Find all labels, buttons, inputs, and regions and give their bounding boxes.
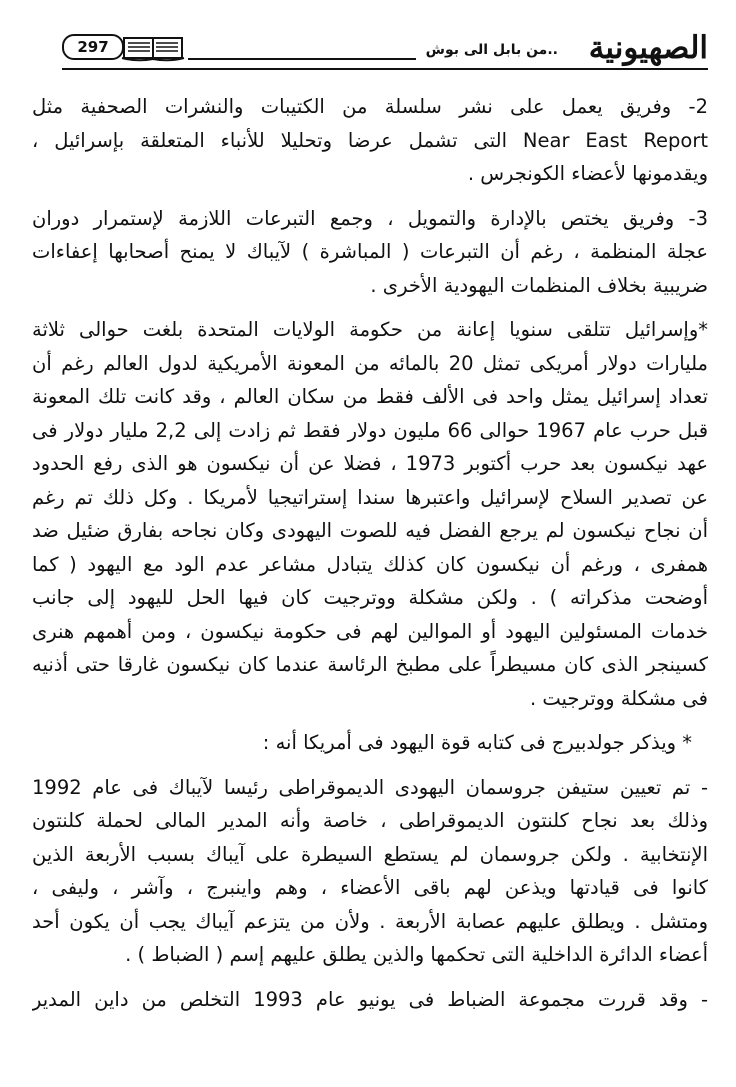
running-header: [62, 28, 708, 72]
paragraph: [32, 771, 708, 972]
page-body: [32, 90, 708, 1016]
text-line: أن نجاح نيكسون لم يرجع الفضل فيه للصوت اليهودى وكان نجاحه بفارق ضئيل ضد: [32, 519, 708, 542]
paragraph-gap: [32, 760, 708, 771]
text-line: قبل حرب عام 1967 حوالى 66 مليون دولار فقط ثم زادت إلى 2,2 مليار دولار فى: [32, 418, 708, 442]
paragraph: [32, 313, 708, 715]
text-line: أعضاء الدائرة الداخلية التى تحكمها والذين يطلق عليهم إسم ( الضباط ) .: [125, 943, 708, 966]
text-line: كسينجر الذى كان مسيطراً على مطبخ الرئاسة عندما كان نيكسون غارقا حتى أذنيه: [32, 653, 708, 676]
text-line: وذلك بعد نجاح كلنتون الديموقراطى ، خاصة وأنه المدير المالى لحملة كلنتون: [32, 809, 708, 832]
paragraph: [32, 983, 708, 1017]
page-number: 297: [62, 34, 124, 60]
text-line: عجلة المنظمة ، رغم أن التبرعات ( المباشرة ) لآيباك لا يمنح أصحابها إعفاءات: [32, 240, 708, 263]
text-line: *وإسرائيل تتلقى سنويا إعانة من حكومة الولايات المتحدة بلغت حوالى ثلاثة: [32, 318, 708, 341]
paragraph-gap: [32, 191, 708, 202]
paragraph: [32, 202, 708, 303]
text-line: أوضحت مذكراته ) . ولكن مشكلة ووترجيت كان فيها الحل لليهود إلى جانب: [32, 586, 708, 609]
header-underline: [62, 68, 708, 70]
text-line: كانوا فى قيادتها ويذعن لهم باقى الأعضاء ، وهم واينبرج ، وآشر ، وليفى ،: [32, 876, 708, 899]
text-line: عهد نيكسون بعد حرب أكتوبر 1973 ، فضلا عن أن نيكسون هو الذى رفع الحدود: [32, 452, 708, 475]
text-line: ويقدمونها لأعضاء الكونجرس .: [467, 162, 708, 185]
book-title: الصهيونية: [588, 30, 708, 66]
header-subtitle: ..من بابل الى بوش: [425, 42, 558, 58]
paragraph: [32, 726, 708, 760]
text-line: الإنتخابية . ولكن جروسمان لم يستطع السيطرة على آيباك بسبب الأربعة الذين: [32, 842, 708, 866]
text-line: - وقد قررت مجموعة الضباط فى يونيو عام 1993 التخلص من داين المدير: [32, 987, 708, 1011]
text-line: تعداد إسرائيل يمثل واحد فى الألف فقط من سكان العالم ، وقد كانت تلك المعونة: [32, 385, 708, 408]
open-book-icon: [120, 34, 186, 62]
paragraph-gap: [32, 302, 708, 313]
text-line: همفرى ، ورغم أن نيكسون كان كذلك يتبادل مشاعر عدم الود مع اليهود ( كما: [32, 552, 708, 576]
text-line: 2- وفريق يعمل على نشر سلسلة من الكتيبات والنشرات الصحفية مثل: [32, 95, 708, 118]
header-rule: [188, 58, 416, 60]
paragraph: [32, 90, 708, 191]
text-line: - تم تعيين ستيفن جروسمان اليهودى الديموقراطى رئيسا لآيباك فى عام 1992: [32, 775, 708, 799]
text-line: فى مشكلة ووترجيت .: [530, 686, 708, 710]
text-line: ومتشل . ويطلق عليهم عصابة الأربعة . ولأن من يتزعم آيباك يجب أن يكون أحد: [32, 909, 708, 933]
text-line: ضريبية بخلاف المنظمات اليهودية الأخرى .: [370, 273, 708, 297]
paragraph-gap: [32, 972, 708, 983]
text-line: Near East Report التى تشمل عرضا وتحليلا للأنباء المتعلقة بإسرائيل ،: [32, 128, 708, 152]
text-line: عن تصدير السلاح لإسرائيل واعتبرها سندا إستراتيجيا لأمريكا . وكل ذلك تم رغم: [32, 485, 708, 509]
text-line: * ويذكر جولدبيرج فى كتابه قوة اليهود فى أمريكا أنه :: [262, 731, 692, 754]
text-line: خدمات المسئولين اليهود أو الموالين لهم فى حكومة نيكسون ، ومن أهمهم هنرى: [32, 619, 708, 643]
text-line: 3- وفريق يختص بالإدارة والتمويل ، وجمع التبرعات اللازمة لإستمرار دوران: [32, 206, 708, 230]
paragraph-gap: [32, 715, 708, 726]
text-line: مليارات دولار أمريكى تمثل 20 بالمائه من المعونة الأمريكية لدول العالم رغم أن: [32, 351, 708, 375]
